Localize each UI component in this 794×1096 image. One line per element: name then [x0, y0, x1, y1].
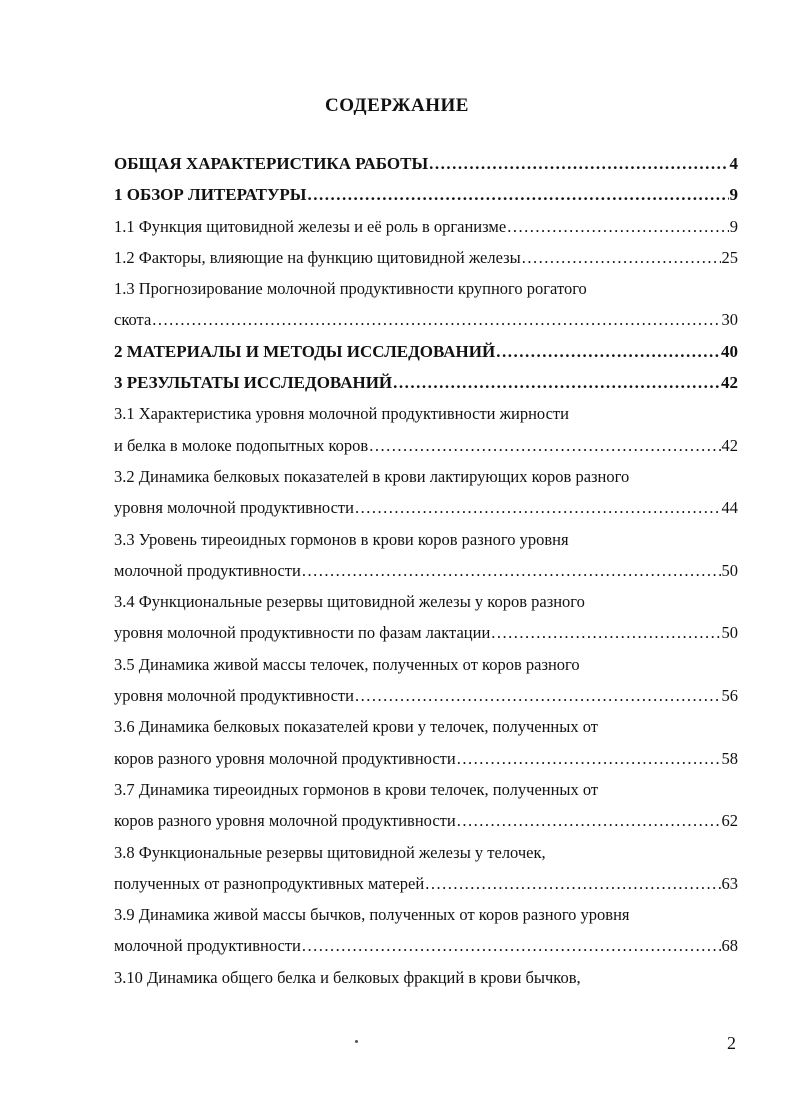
toc-entry-page: 25: [721, 247, 738, 267]
toc-entry: [114, 805, 738, 836]
toc-entry-title: молочной продуктивности: [114, 936, 301, 956]
toc-entry: [114, 430, 738, 461]
toc-entry: [114, 461, 738, 492]
toc-entry: [114, 711, 738, 742]
toc-entry-page: 9: [729, 185, 738, 205]
toc-entry-title: 3 РЕЗУЛЬТАТЫ ИССЛЕДОВАНИЙ: [114, 373, 393, 393]
toc-entry-title: 3.2 Динамика белковых показателей в крови лактирующих коров разного: [114, 466, 630, 486]
toc-entry: [114, 586, 738, 617]
toc-leader-dots: [425, 868, 720, 899]
toc-entry: [114, 649, 738, 680]
toc-entry: [114, 930, 738, 961]
toc-entry: [114, 868, 738, 899]
toc-entry-title: 3.3 Уровень тиреоидных гормонов в крови коров разного уровня: [114, 529, 569, 549]
toc-entry-title: 3.6 Динамика белковых показателей крови у телочек, полученных от: [114, 717, 598, 737]
toc-leader-dots: [302, 555, 721, 586]
toc-entry-title: уровня молочной продуктивности: [114, 686, 354, 706]
toc-entry: [114, 492, 738, 523]
toc-leader-dots: [496, 336, 720, 367]
toc-leader-dots: [152, 304, 720, 335]
toc-entry: [114, 367, 738, 398]
toc-leader-dots: [491, 617, 720, 648]
toc-entry-page: 44: [721, 498, 738, 518]
scan-speck: [355, 1040, 358, 1043]
toc-entry: [114, 617, 738, 648]
toc-entry: [114, 743, 738, 774]
toc-entry: [114, 148, 738, 179]
toc-entry: [114, 242, 738, 273]
toc-entry-title: 1.3 Прогнозирование молочной продуктивности крупного рогатого: [114, 279, 587, 299]
toc-entry: [114, 555, 738, 586]
toc-entry-title: 1 ОБЗОР ЛИТЕРАТУРЫ: [114, 185, 307, 205]
toc-entry-title: 3.8 Функциональные резервы щитовидной железы у телочек,: [114, 842, 546, 862]
toc-entry-title: 1.1 Функция щитовидной железы и её роль в организме: [114, 216, 507, 236]
toc-leader-dots: [355, 680, 721, 711]
toc-entry-title: 3.1 Характеристика уровня молочной продуктивности жирности: [114, 404, 569, 424]
toc-entry: [114, 398, 738, 429]
toc-entry: [114, 962, 738, 993]
toc-entry-page: 56: [721, 686, 738, 706]
toc-entry-title: 3.10 Динамика общего белка и белковых фракций в крови бычков,: [114, 967, 581, 987]
toc-entry-title: и белка в молоке подопытных коров: [114, 435, 369, 455]
toc-leader-dots: [369, 430, 720, 461]
toc-entry-page: 58: [721, 748, 738, 768]
toc-leader-dots: [457, 743, 721, 774]
toc-entry-title: коров разного уровня молочной продуктивности: [114, 811, 456, 831]
toc-entry: [114, 774, 738, 805]
toc-entry: [114, 899, 738, 930]
toc-leader-dots: [308, 179, 729, 210]
toc-entry-title: скота: [114, 310, 152, 330]
toc-entry-title: 3.4 Функциональные резервы щитовидной железы у коров разного: [114, 592, 585, 612]
toc-entry-title: ОБЩАЯ ХАРАКТЕРИСТИКА РАБОТЫ: [114, 154, 429, 173]
toc-entry-title: 3.7 Динамика тиреоидных гормонов в крови телочек, полученных от: [114, 779, 599, 799]
toc-entry-page: 50: [721, 623, 738, 643]
toc-entry-title: уровня молочной продуктивности: [114, 498, 354, 518]
toc-entry-page: 4: [729, 154, 738, 173]
toc-leader-dots: [457, 805, 721, 836]
toc-leader-dots: [429, 148, 728, 179]
toc-entry-page: 42: [721, 435, 738, 455]
toc-entry: [114, 680, 738, 711]
toc-entry-page: 63: [721, 873, 738, 893]
toc-entry: [114, 336, 738, 367]
page-number: 2: [727, 1033, 736, 1053]
toc-entry: [114, 179, 738, 210]
toc-entry: [114, 837, 738, 868]
toc-entry-page: 50: [721, 560, 738, 580]
toc-entry-title: 1.2 Факторы, влияющие на функцию щитовидной железы: [114, 247, 521, 267]
table-of-contents: [114, 148, 738, 993]
toc-entry-title: 2 МАТЕРИАЛЫ И МЕТОДЫ ИССЛЕДОВАНИЙ: [114, 341, 496, 361]
toc-leader-dots: [355, 492, 721, 523]
toc-leader-dots: [302, 930, 721, 961]
toc-entry-title: коров разного уровня молочной продуктивности: [114, 748, 456, 768]
toc-entry-page: 42: [721, 373, 738, 393]
toc-entry-title: 3.9 Динамика живой массы бычков, полученных от коров разного уровня: [114, 905, 630, 925]
toc-leader-dots: [522, 242, 721, 273]
toc-entry-page: 62: [721, 811, 738, 831]
toc-entry: [114, 304, 738, 335]
toc-entry: [114, 211, 738, 242]
toc-entry-page: 9: [729, 216, 738, 236]
toc-entry-page: 68: [721, 936, 738, 956]
toc-entry-title: уровня молочной продуктивности по фазам лактации: [114, 623, 491, 643]
toc-entry-page: 30: [721, 310, 738, 330]
page-title: СОДЕРЖАНИЕ: [325, 95, 469, 116]
toc-leader-dots: [393, 367, 720, 398]
toc-entry-title: молочной продуктивности: [114, 560, 301, 580]
toc-entry-title: полученных от разнопродуктивных матерей: [114, 873, 425, 893]
toc-entry: [114, 524, 738, 555]
toc-leader-dots: [507, 211, 729, 242]
toc-entry: [114, 273, 738, 304]
toc-entry-page: 40: [721, 341, 738, 361]
toc-entry-title: 3.5 Динамика живой массы телочек, полученных от коров разного: [114, 654, 580, 674]
